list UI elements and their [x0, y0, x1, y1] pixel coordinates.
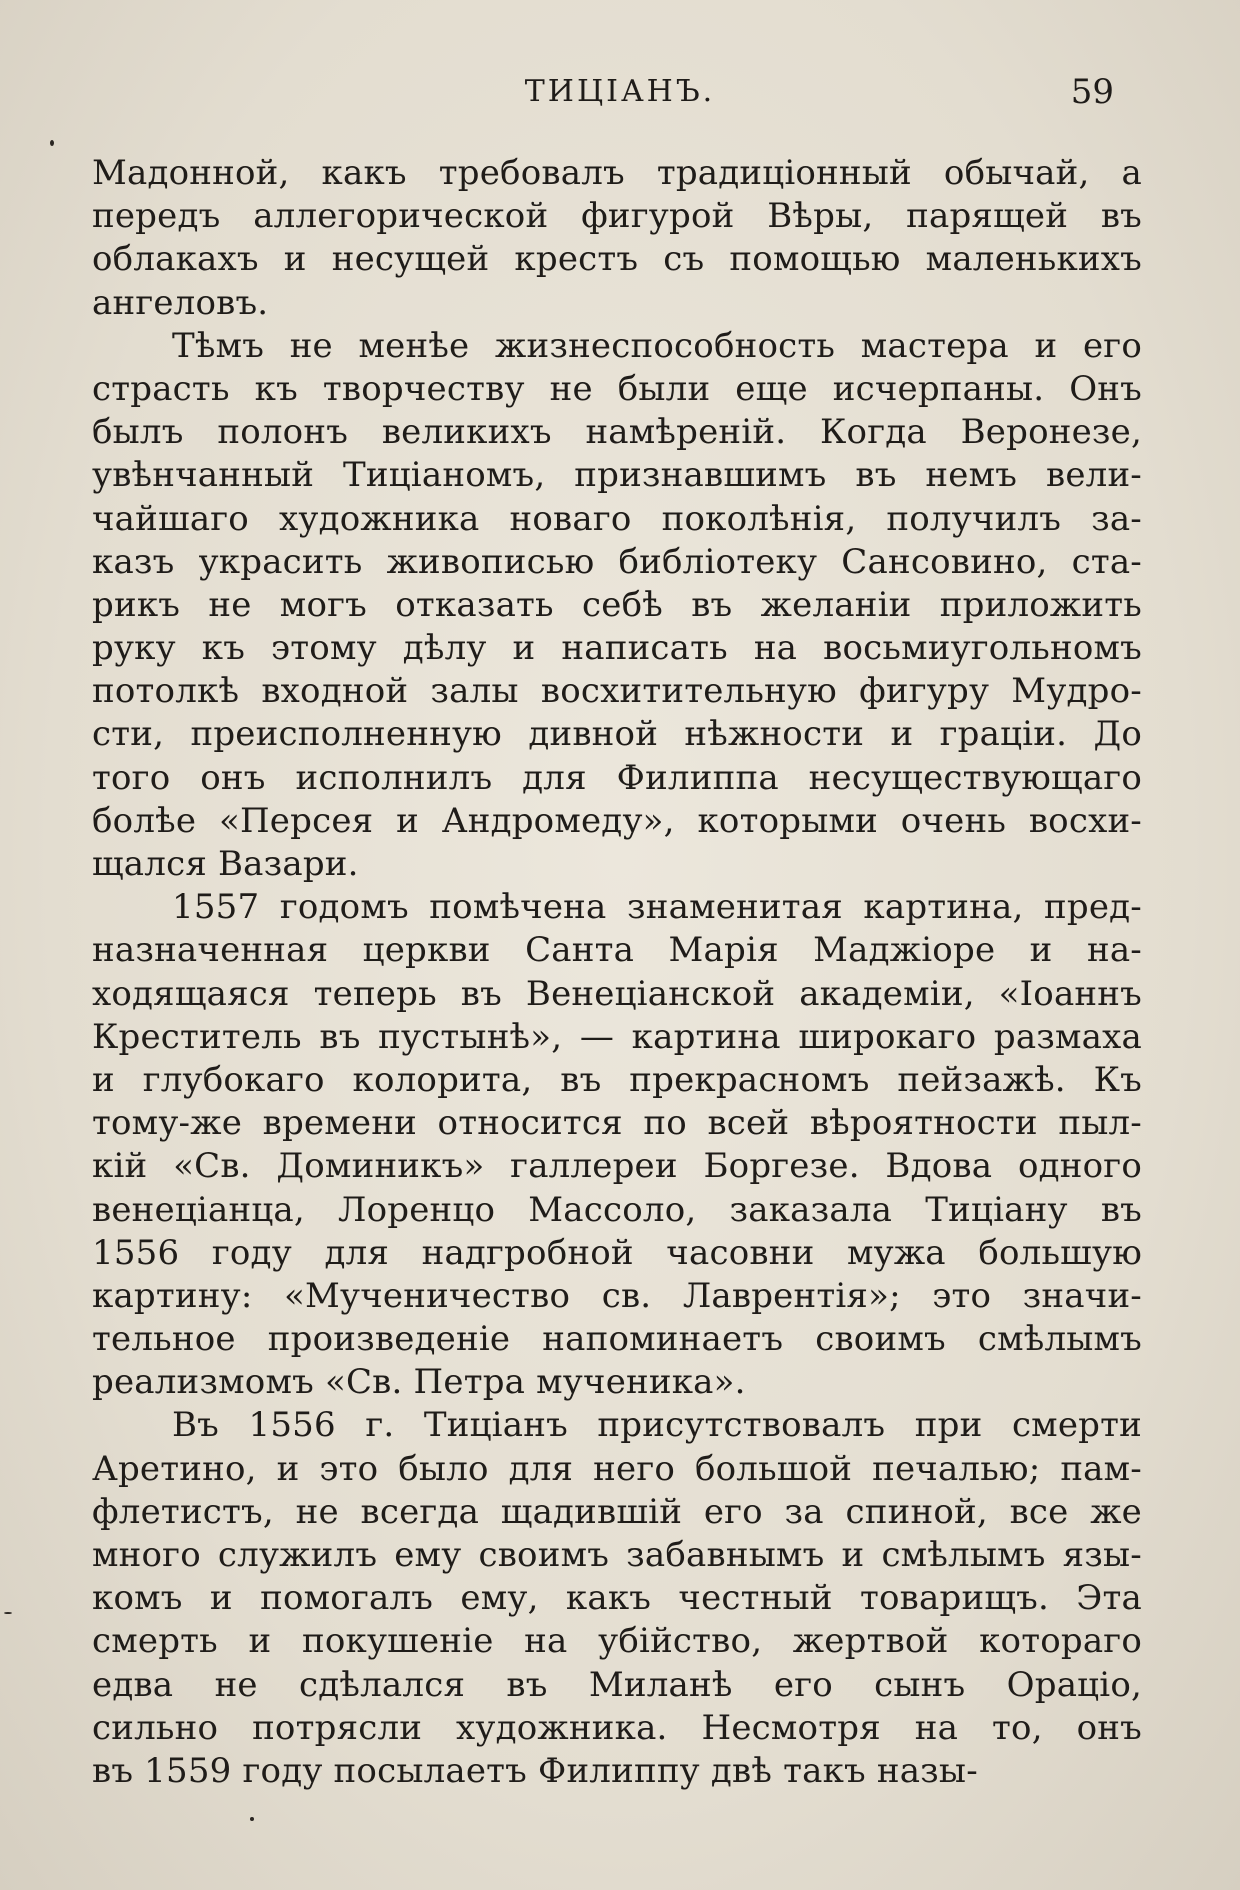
ink-speck — [4, 1612, 12, 1614]
ink-speck — [50, 140, 54, 146]
text-line: Тѣмъ не менѣе жизнеспособность мастера и его — [172, 325, 1142, 366]
text-line: и глубокаго колорита, въ прекрасномъ пейзажѣ. Къ — [92, 1059, 1142, 1100]
text-line: 1557 годомъ помѣчена знаменитая картина, пред- — [172, 887, 1142, 928]
paragraph — [92, 886, 1142, 1404]
text-line: страсть къ творчеству не были еще исчерпаны. Онъ — [92, 368, 1142, 409]
text-line: кій «Св. Доминикъ» галлереи Боргезе. Вдова одного — [92, 1146, 1142, 1187]
paragraph — [92, 152, 1142, 325]
text-line: реализмомъ «Св. Петра мученика». — [92, 1362, 746, 1403]
text-line: тому-же времени относится по всей вѣроятности пыл- — [92, 1103, 1142, 1144]
text-line: казъ украсить живописью библіотеку Сансовино, ста- — [92, 541, 1142, 582]
text-line: ходящаяся теперь въ Венеціанской академіи, «Іоаннъ — [92, 973, 1142, 1014]
text-line: былъ полонъ великихъ намѣреній. Когда Веронезе, — [92, 412, 1142, 453]
text-line: увѣнчанный Тиціаномъ, признавшимъ въ немъ вели- — [92, 455, 1142, 496]
paragraph — [92, 325, 1142, 886]
text-line: рикъ не могъ отказать себѣ въ желаніи приложить — [92, 584, 1142, 625]
ink-speck — [250, 1817, 254, 1821]
text-line: руку къ этому дѣлу и написать на восьмиугольномъ — [92, 628, 1142, 669]
text-line: Креститель въ пустынѣ», — картина широкаго размаха — [92, 1016, 1142, 1057]
text-line: комъ и помогалъ ему, какъ честный товарищъ. Эта — [92, 1578, 1142, 1619]
running-header — [0, 72, 1240, 120]
text-line: картину: «Мученичество св. Лаврентія»; это значи- — [92, 1275, 1142, 1316]
paragraph — [92, 1404, 1142, 1793]
text-line: болѣе «Персея и Андромеду», которыми очень восхи- — [92, 800, 1142, 841]
text-line: щался Вазари. — [92, 844, 359, 884]
text-line: чайшаго художника новаго поколѣнія, получилъ за- — [92, 498, 1142, 539]
text-line: ангеловъ. — [92, 282, 269, 323]
text-line: сти, преисполненную дивной нѣжности и граціи. До — [92, 714, 1142, 755]
page-number: 59 — [1070, 72, 1114, 112]
text-line: много служилъ ему своимъ забавнымъ и смѣлымъ язы- — [92, 1535, 1142, 1575]
text-line: смерть и покушеніе на убійство, жертвой котораго — [92, 1621, 1142, 1662]
text-line: Въ 1556 г. Тиціанъ присутствовалъ при смерти — [172, 1405, 1142, 1446]
text-line: облакахъ и несущей крестъ съ помощью маленькихъ — [92, 239, 1142, 280]
text-line: назначенная церкви Санта Марія Маджіоре и на- — [92, 930, 1142, 971]
text-line: 1556 году для надгробной часовни мужа большую — [92, 1232, 1142, 1273]
text-line: Мадонной, какъ требовалъ традиціонный обычай, а — [92, 153, 1142, 193]
text-line: флетистъ, не всегда щадившій его за спиной, все же — [92, 1491, 1142, 1532]
text-line: того онъ исполнилъ для Филиппа несуществующаго — [92, 757, 1142, 798]
running-title: ТИЦІАНЪ. — [524, 74, 716, 109]
text-line: тельное произведеніе напоминаетъ своимъ смѣлымъ — [92, 1319, 1142, 1360]
text-line: передъ аллегорической фигурой Вѣры, парящей въ — [92, 196, 1142, 237]
text-line: едва не сдѣлался въ Миланѣ его сынъ Орацiо, — [92, 1664, 1142, 1705]
text-line: венеціанца, Лоренцо Массоло, заказала Тиціану въ — [92, 1189, 1142, 1230]
text-line: сильно потрясли художника. Несмотря на то, онъ — [92, 1707, 1142, 1748]
text-line: потолкѣ входной залы восхитительную фигуру Мудро- — [92, 671, 1142, 712]
text-line: въ 1559 году посылаетъ Филиппу двѣ такъ назы- — [92, 1750, 978, 1791]
body-text — [92, 152, 1142, 1793]
text-line: Аретино, и это было для него большой печалью; пам- — [92, 1448, 1142, 1489]
